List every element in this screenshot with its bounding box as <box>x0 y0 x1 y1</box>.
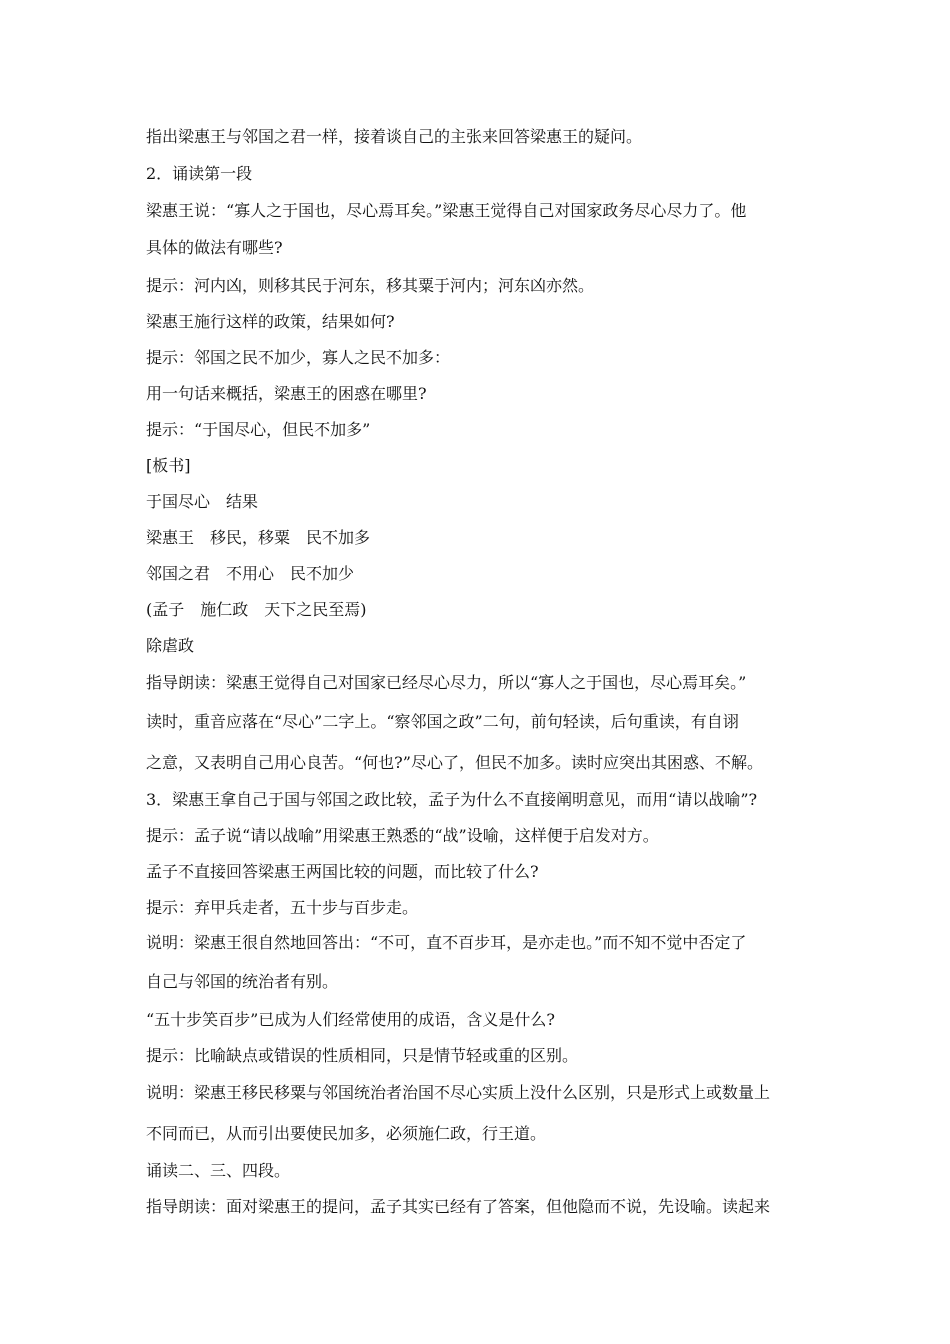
text-line: 之意，又表明自己用心良苦。“何也?”尽心了，但民不加多。读时应突出其困惑、不解。 <box>146 753 763 772</box>
board-line: 除虐政 <box>146 636 195 655</box>
text-line: 孟子不直接回答梁惠王两国比较的问题，而比较了什么? <box>146 862 539 881</box>
text-line: “五十步笑百步”已成为人们经常使用的成语，含义是什么? <box>146 1010 555 1029</box>
text-line: 指导朗读：面对梁惠王的提问，孟子其实已经有了答案，但他隐而不说，先设喻。读起来 <box>146 1197 771 1216</box>
text-line: 说明：梁惠王很自然地回答出：“不可，直不百步耳，是亦走也。”而不知不觉中否定了 <box>146 933 747 952</box>
text-line: 提示：弃甲兵走者，五十步与百步走。 <box>146 898 419 917</box>
text-line: 自己与邻国的统治者有别。 <box>146 972 339 991</box>
text-line: 提示：“于国尽心，但民不加多” <box>146 420 371 439</box>
text-line: 用一句话来概括，梁惠王的困惑在哪里? <box>146 384 427 403</box>
board-line: (孟子 施仁政 天下之民至焉) <box>146 600 367 619</box>
text-line: 说明：梁惠王移民移粟与邻国统治者治国不尽心实质上没什么区别，只是形式上或数量上 <box>146 1083 771 1102</box>
text-line: 指导朗读：梁惠王觉得自己对国家已经尽心尽力，所以“寡人之于国也，尽心焉耳矣。” <box>146 673 747 692</box>
text-line: 梁惠王施行这样的政策，结果如何? <box>146 312 395 331</box>
board-label: [板书] <box>146 456 191 475</box>
text-line: 指出梁惠王与邻国之君一样，接着谈自己的主张来回答梁惠王的疑问。 <box>146 127 643 146</box>
section-heading: 3．梁惠王拿自己于国与邻国之政比较，孟子为什么不直接阐明意见，而用“请以战喻”? <box>146 790 758 809</box>
text-line: 提示：河内凶，则移其民于河东，移其粟于河内；河东凶亦然。 <box>146 276 595 295</box>
text-line: 提示：邻国之民不加少，寡人之民不加多： <box>146 348 451 367</box>
text-line: 提示：比喻缺点或错误的性质相同，只是情节轻或重的区别。 <box>146 1046 579 1065</box>
text-line: 读时，重音应落在“尽心”二字上。“察邻国之政”二句，前句轻读，后句重读，有自诩 <box>146 712 739 731</box>
text-line: 不同而已，从而引出要使民加多，必须施仁政，行王道。 <box>146 1124 547 1143</box>
text-line: 提示：孟子说“请以战喻”用梁惠王熟悉的“战”设喻，这样便于启发对方。 <box>146 826 659 845</box>
text-line: 具体的做法有哪些? <box>146 238 283 257</box>
board-line: 邻国之君 不用心 民不加少 <box>146 564 355 583</box>
text-line: 诵读二、三、四段。 <box>146 1161 291 1180</box>
text-line: 梁惠王说：“寡人之于国也，尽心焉耳矣。”梁惠王觉得自己对国家政务尽心尽力了。他 <box>146 201 747 220</box>
board-line: 于国尽心 结果 <box>146 492 259 511</box>
board-line: 梁惠王 移民，移粟 民不加多 <box>146 528 371 547</box>
section-heading: 2．诵读第一段 <box>146 164 253 183</box>
